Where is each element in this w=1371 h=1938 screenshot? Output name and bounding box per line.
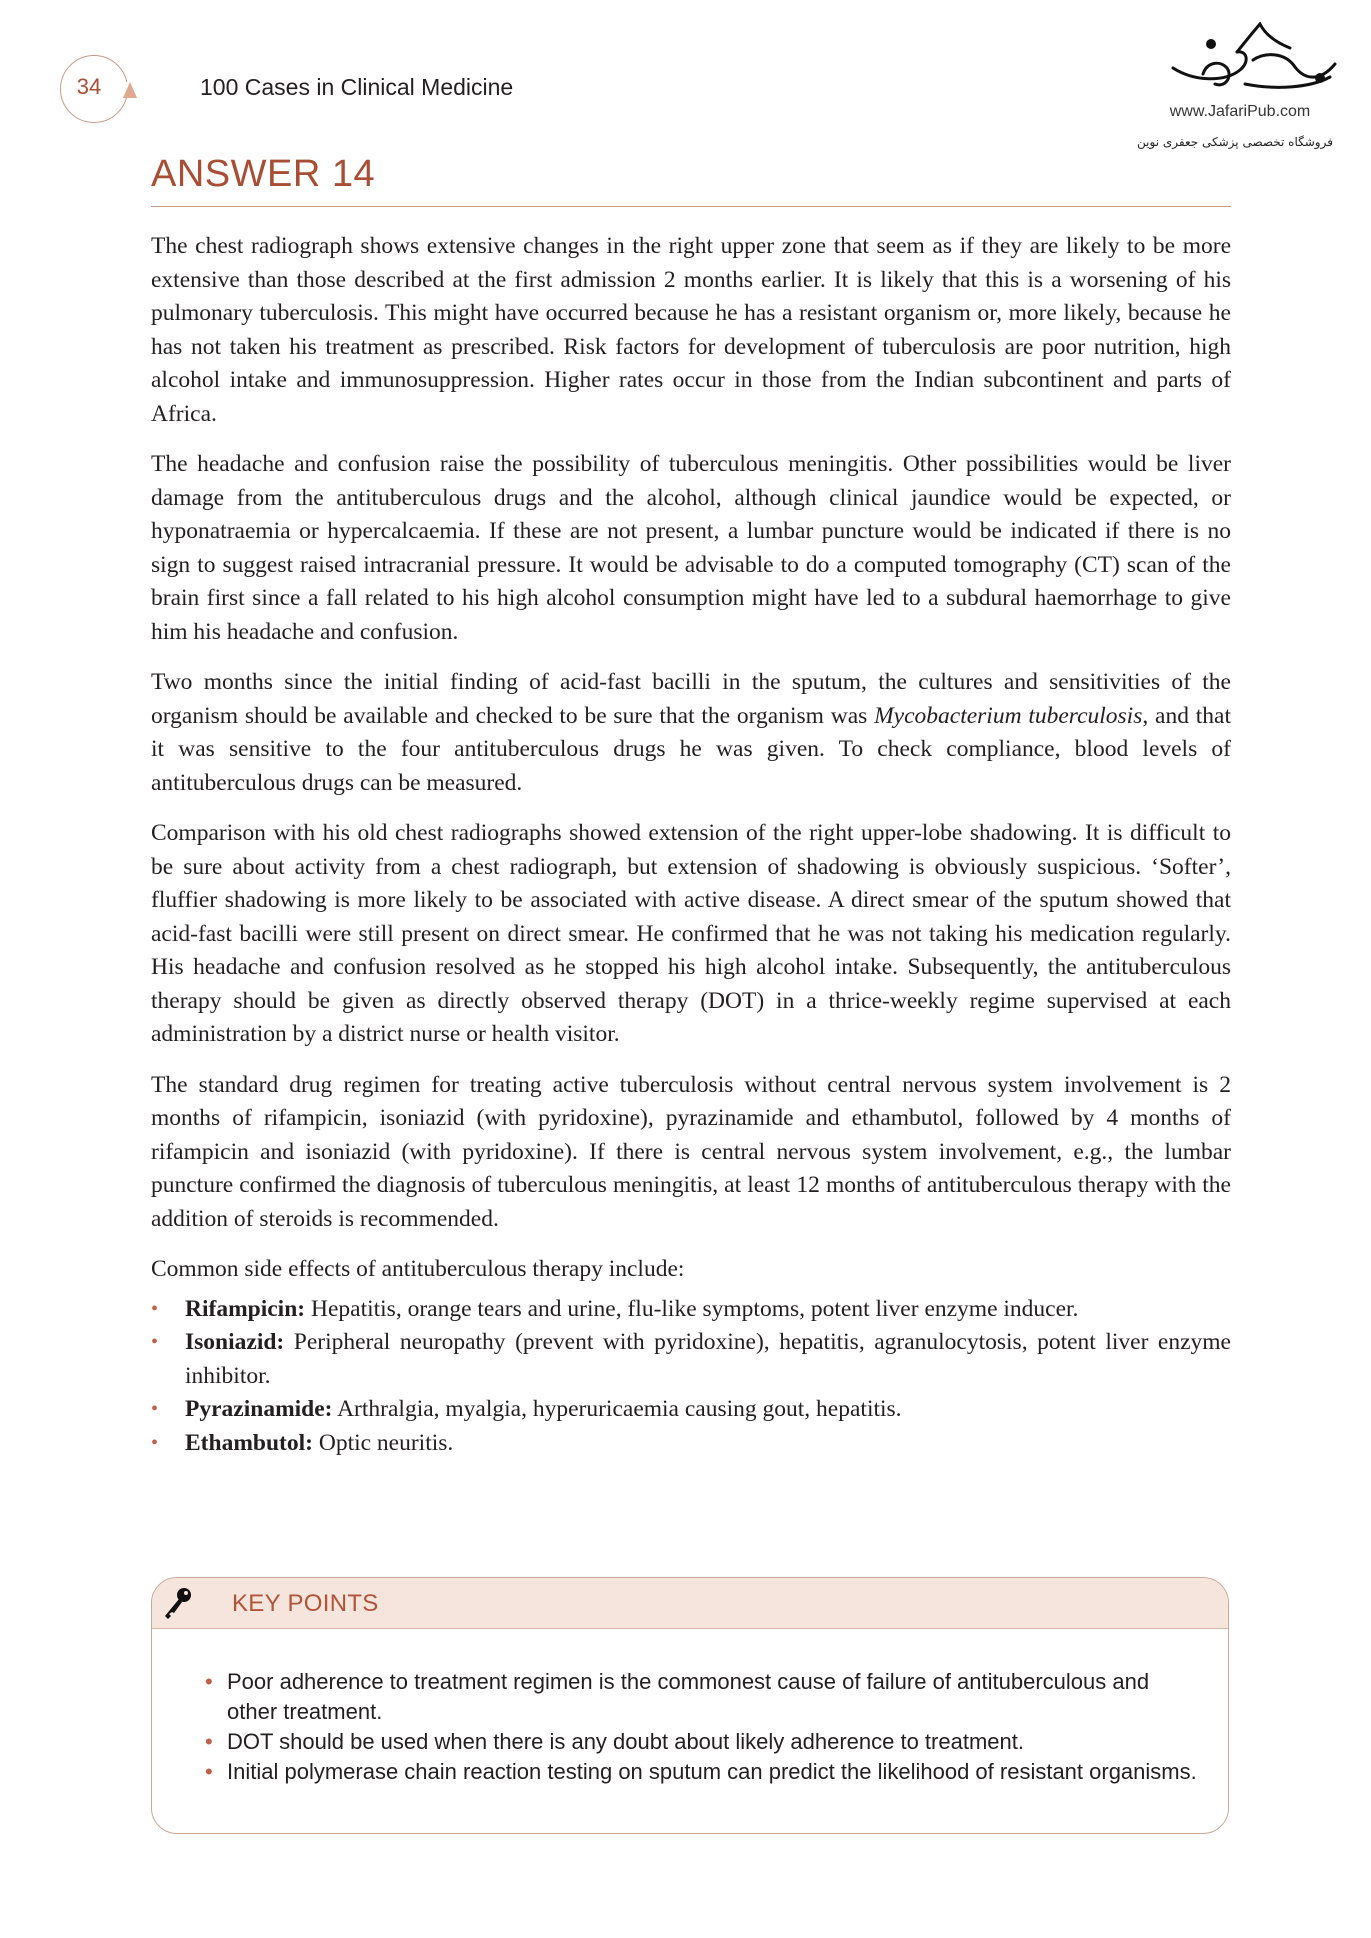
drug-effects: Optic neuritis. (312, 1429, 454, 1456)
running-head: 100 Cases in Clinical Medicine (200, 74, 514, 100)
drug-name: Rifampicin: (185, 1295, 306, 1322)
list-item (205, 1667, 1198, 1727)
bullet-icon: • (205, 1759, 213, 1784)
body-text (151, 230, 1231, 1460)
drug-name: Isoniazid: (185, 1329, 285, 1355)
organism-name: Mycobacterium tuberculosis (874, 702, 1143, 729)
page-number: 34 (76, 74, 102, 99)
paragraph: The headache and confusion raise the possibility of tuberculous meningitis. Other possibilities would be liver damage from the antituberculous drugs and the alcohol, although clinical jaundice would be expected, or hyponatraemia or hypercalcaemia. If these are not present, a lumbar puncture would be indicated if there is no sign to suggest raised intracranial pressure. It would be advisable to do a computed tomography (CT) scan of the brain first since a fall related to his high alcohol consumption might have led to a subdural haemorrhage to give him his headache and confusion. (151, 451, 1231, 645)
drug-effects: Hepatitis, orange tears and urine, flu-like symptoms, potent liver enzyme inducer. (305, 1295, 1079, 1322)
key-icon (160, 1586, 194, 1620)
list-item (205, 1727, 1198, 1757)
publisher-url: www.JafariPub.com (1169, 103, 1311, 120)
list-item (151, 1427, 1231, 1461)
key-points-box (151, 1577, 1229, 1834)
paragraph-text: , and that it was sensitive to the four antituberculous drugs he was given. To check compliance, blood levels of antituberculous drugs can be measured. (151, 702, 1231, 796)
paragraph-text: Two months since the initial finding of acid-fast bacilli in the sputum, the cultures and sensitivities of the organism should be available and checked to be sure that the organism was (151, 669, 1231, 729)
key-point-text: DOT should be used when there is any doubt about likely adherence to treatment. (227, 1729, 1024, 1754)
drug-effects: Peripheral neuropathy (prevent with pyridoxine), hepatitis, agranulocytosis, potent liver enzyme inhibitor. (185, 1329, 1231, 1389)
section-title: ANSWER 14 (151, 153, 376, 195)
side-effects-list (151, 1293, 1231, 1461)
bullet-icon: • (151, 1431, 159, 1454)
list-item (151, 1393, 1231, 1427)
arrow-up-icon (123, 82, 137, 98)
key-point-text: Poor adherence to treatment regimen is the commonest cause of failure of antituberculous and other treatment. (227, 1669, 1150, 1724)
list-item (151, 1293, 1231, 1327)
key-points-header (152, 1578, 1228, 1629)
paragraph: The chest radiograph shows extensive changes in the right upper zone that seem as if they are likely to be more extensive than those described at the first admission 2 months earlier. It is likely that this is a worsening of his pulmonary tuberculosis. This might have occurred because he has a resistant organism or, more likely, because he has not taken his treatment as prescribed. Risk factors for development of tuberculosis are poor nutrition, high alcohol intake and immunosuppression. Higher rates occur in those from the Indian subcontinent and parts of Africa. (151, 233, 1231, 427)
list-item (205, 1757, 1198, 1787)
drug-name: Ethambutol: (185, 1429, 313, 1456)
key-points-list (152, 1629, 1228, 1787)
title-divider (151, 206, 1231, 207)
bullet-icon: • (151, 1398, 159, 1420)
drug-name: Pyrazinamide: (185, 1396, 333, 1422)
publisher-tagline: فروشگاه تخصصی پزشکی جعفری نوین (1137, 135, 1333, 149)
bullet-icon: • (205, 1729, 213, 1754)
side-effects-intro: Common side effects of antituberculous therapy include: (151, 1256, 685, 1282)
key-points-title: KEY POINTS (232, 1590, 379, 1617)
paragraph: The standard drug regimen for treating active tuberculosis without central nervous system involvement is 2 months of rifampicin, isoniazid (with pyridoxine), pyrazinamide and ethambutol, followed by 4 months of rifampicin and isoniazid (with pyridoxine). If there is central nervous system involvement, e.g., the lumbar puncture confirmed the diagnosis of tuberculous meningitis, at least 12 months of antituberculous therapy with the addition of steroids is recommended. (151, 1071, 1231, 1232)
drug-effects: Arthralgia, myalgia, hyperuricaemia causing gout, hepatitis. (332, 1396, 902, 1422)
paragraph (151, 666, 1231, 800)
key-point-text: Initial polymerase chain reaction testing on sputum can predict the likelihood of resistant organisms. (227, 1759, 1197, 1784)
bullet-icon: • (151, 1331, 159, 1353)
list-item (151, 1326, 1231, 1393)
paragraph: Comparison with his old chest radiographs showed extension of the right upper-lobe shadowing. It is difficult to be sure about activity from a chest radiograph, but extension of shadowing is obviously suspicious. ‘Softer’, fluffier shadowing is more likely to be associated with active disease. A direct smear of the sputum showed that acid-fast bacilli were still present on direct smear. He confirmed that he was not taking his medication regularly. His headache and confusion resolved as he stopped his high alcohol intake. Subsequently, the antituberculous therapy should be given as directly observed therapy (DOT) in a thrice-weekly regime supervised at each administration by a district nurse or health visitor. (151, 820, 1231, 1047)
bullet-icon: • (205, 1669, 213, 1694)
page-number-badge (60, 55, 128, 123)
bullet-icon: • (151, 1297, 159, 1320)
